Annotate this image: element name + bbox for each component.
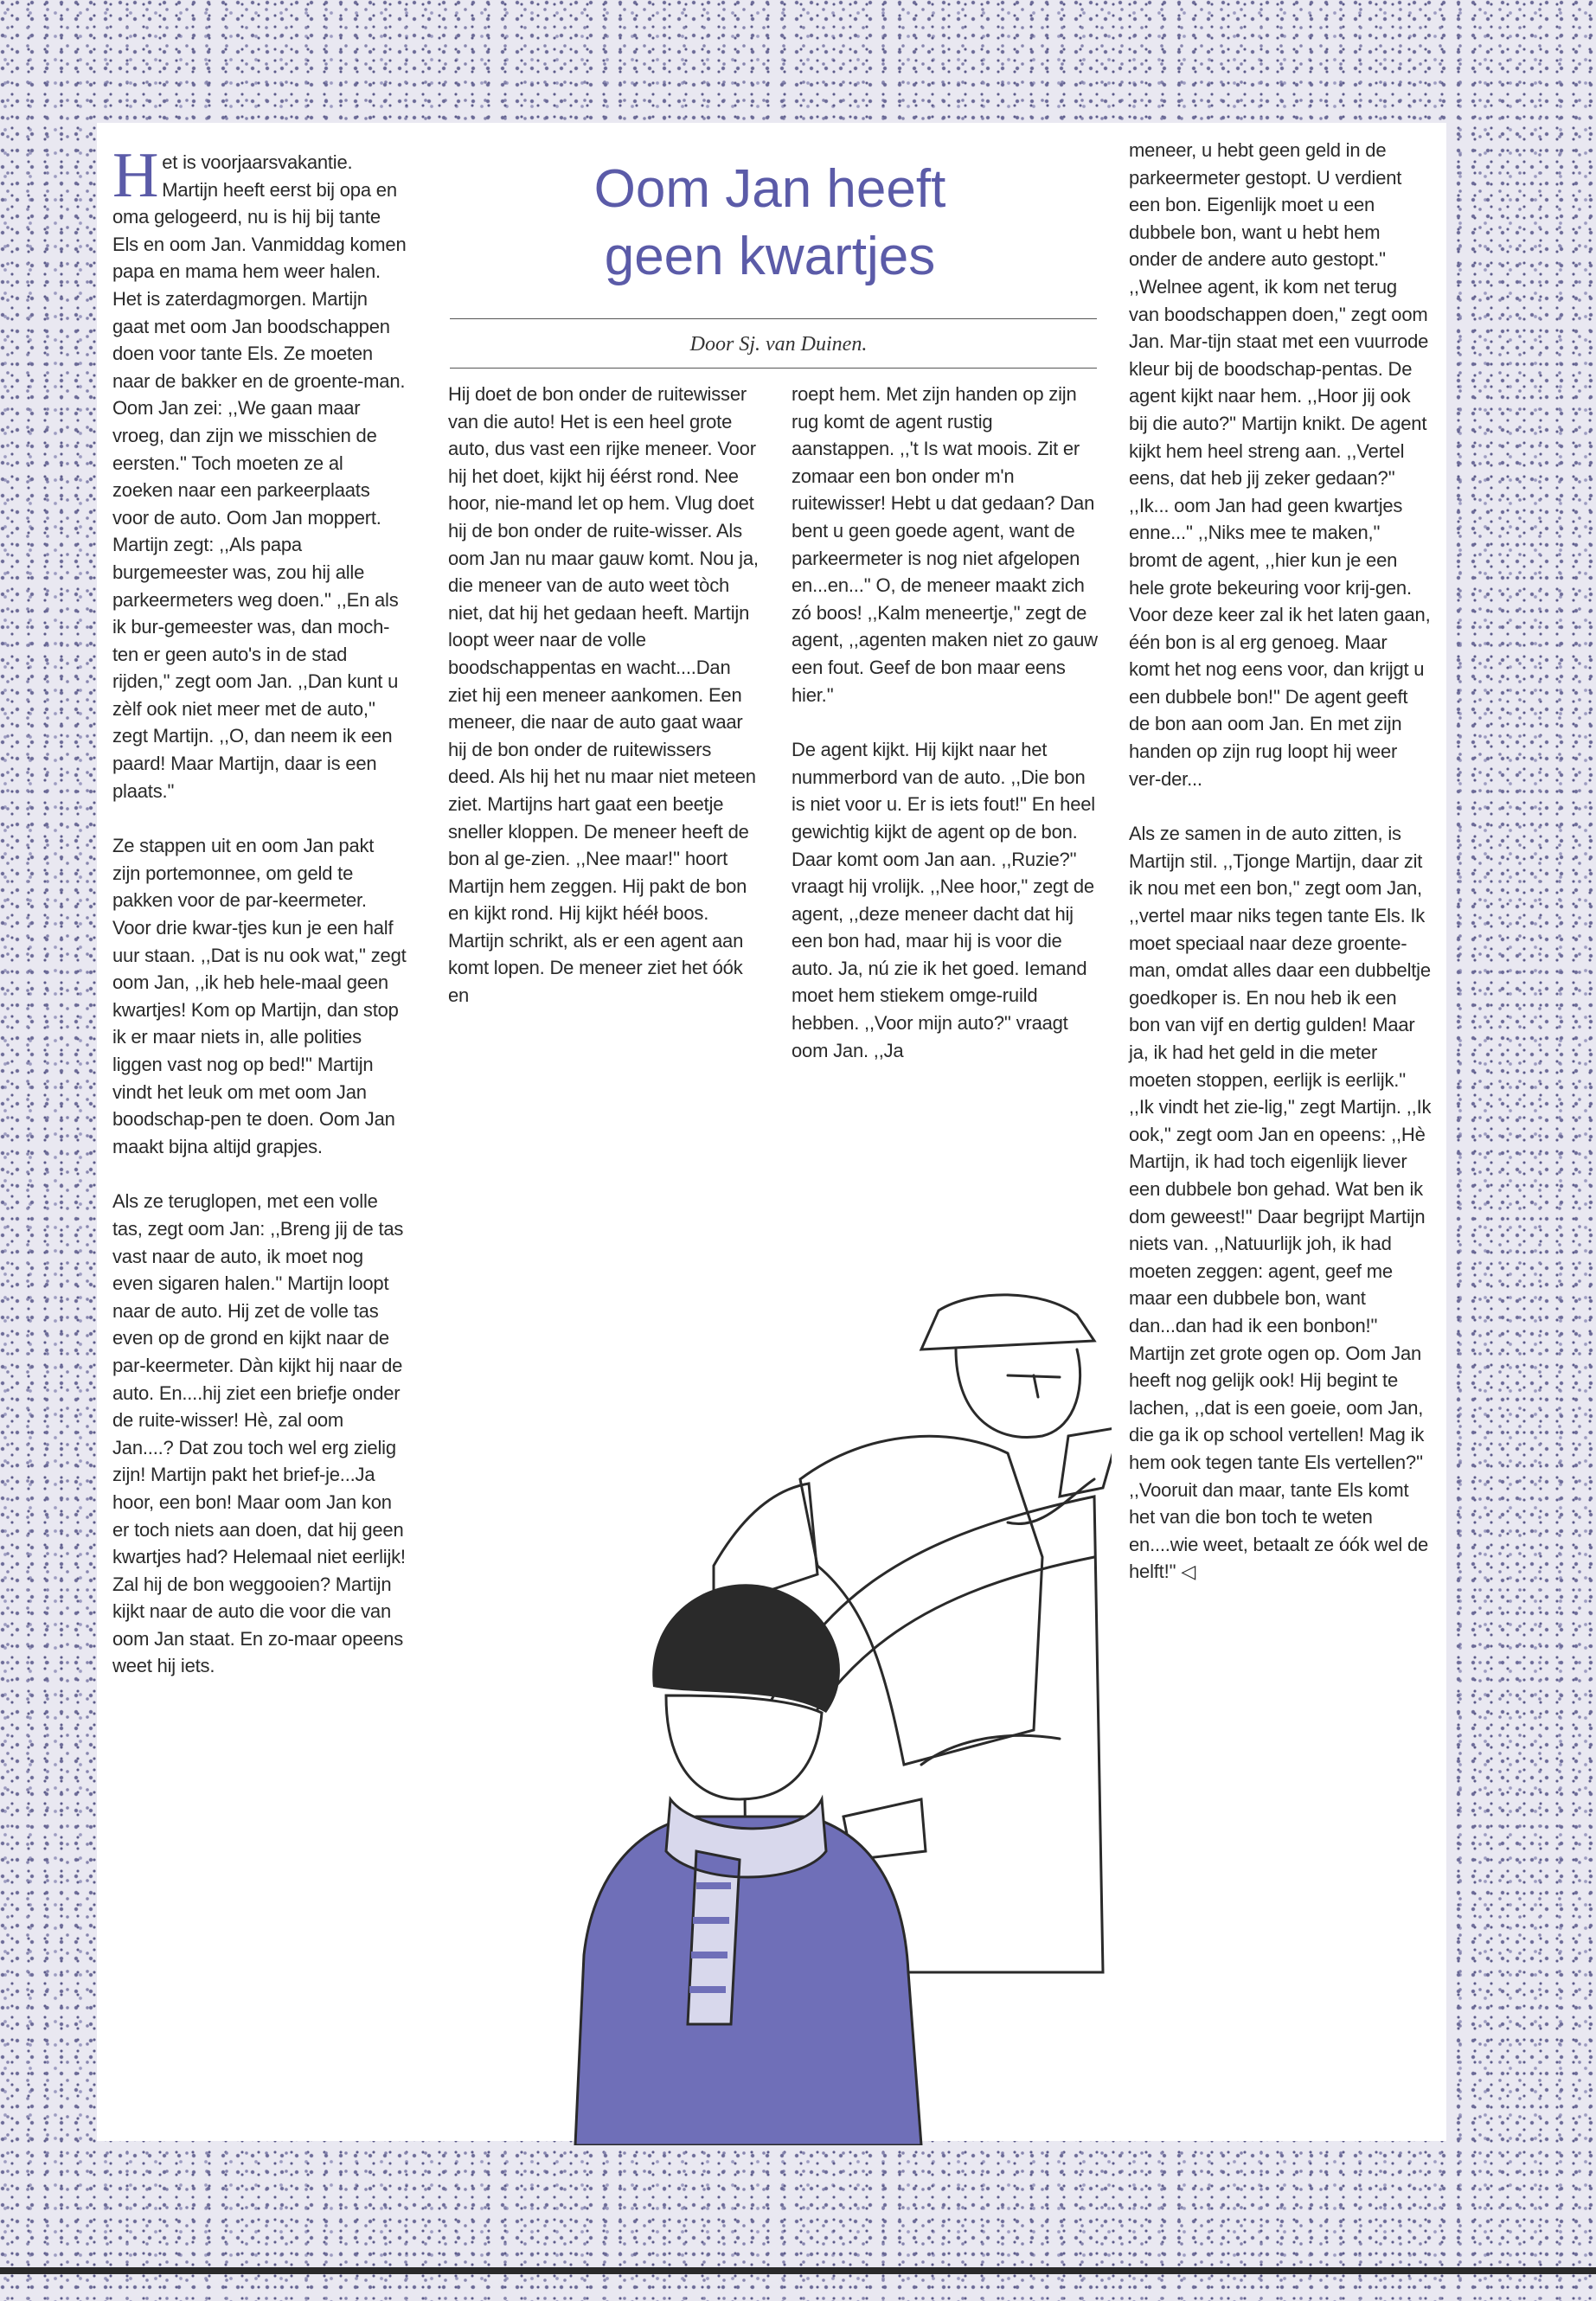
paragraph: Als ze teruglopen, met een volle tas, zegt oom Jan: ,,Breng jij de tas vast naar de auto, ik moet nog even sigaren halen.'' Martijn loopt naar de auto. Hij zet de volle tas even op de grond en kijkt naar de par-keermeter. Dàn kijkt hij naar de auto. En....hij ziet een briefje onder de ruite-wisser! Hè, zal oom Jan....? Dat zou toch wel erg zielig zijn! Martijn pakt het brief-je...Ja hoor, een bon! Maar oom Jan kon er toch niets aan doen, dat hij geen kwartjes had? Helemaal niet eerlijk! Zal hij de bon weggooien? Martijn kijkt naar de auto die voor die van oom Jan staat. En zo-maar opeens weet hij iets.: [112, 1190, 406, 1677]
drop-cap: H: [112, 140, 159, 211]
title-rule-top: [450, 318, 1097, 319]
paragraph: Ze stappen uit en oom Jan pakt zijn portemonnee, om geld te pakken voor de par-keermeter. Voor drie kwar-tjes kun je een half uur staan. ,,Dat is nu ook wat,'' zegt oom Jan, ,,ik heb hele-maal geen kwartjes! Kom op Martijn, dan stop ik er maar niets in, alle polities liggen vast nog op bed!'' Martijn vindt het leuk om met oom Jan boodschap-pen te doen. Oom Jan maakt bijna altijd grapjes.: [112, 835, 407, 1157]
paragraph: meneer, u hebt geen geld in de parkeermeter gestopt. U verdient een bon. Eigenlijk moet u een dubbele bon, want u hebt hem onder de andere auto gestopt.'' ,,Welnee agent, ik kom net terug van boodschappen doen,'' zegt oom Jan. Mar-tijn staat met een vuurrode kleur bij de boodschap-pentas. De agent kijkt naar hem. ,,Hoor jij ook bij die auto?'' Martijn knikt. De agent kijkt hem heel streng aan. ,,Vertel eens, dat heb jij zeker gedaan?'' ,,Ik... oom Jan had geen kwartjes enne...'' ,,Niks mee te maken,'' bromt de agent, ,,hier kun je een hele grote bekeuring voor krij-gen. Voor deze keer zal ik het laten gaan, één bon is al erg genoeg. Maar komt het nog eens voor, dan krijgt u een dubbele bon!'' De agent geeft de bon aan oom Jan. En met zijn handen op zijn rug loopt hij weer ver-der...: [1129, 139, 1431, 790]
man-coat: [800, 1436, 1042, 1765]
paragraph: De agent kijkt. Hij kijkt naar het nummerbord van de auto. ,,Die bon is niet voor u. Er is iets fout!'' En heel gewichtig kijkt de agent op de bon. Daar komt oom Jan aan. ,,Ruzie?'' vraagt hij vrolijk. ,,Nee hoor,'' zegt de agent, ,,deze meneer dacht dat hij een bon had, maar hij is voor die auto. Ja, nú zie ik het goed. Iemand moet hem stiekem omge-ruild hebben. ,,Voor mijn auto?'' vraagt oom Jan. ,,Ja: [792, 739, 1095, 1061]
boy-face: [666, 1695, 822, 1799]
column-3: [792, 381, 1099, 1092]
byline: Door Sj. van Duinen.: [689, 333, 868, 356]
paragraph: Het is voorjaarsvakantie. Martijn heeft eerst bij opa en oma gelogeerd, nu is hij bij tante Els en oom Jan. Vanmiddag komen papa en mama hem weer halen. Het is zaterdagmorgen. Martijn gaat met oom Jan boodschappen doen voor tante Els. Ze moeten naar de bakker en de groente-man. Oom Jan zei: ,,We gaan maar vroeg, dan zijn we misschien de eersten.'' Toch moeten ze al zoeken naar een parkeerplaats voor de auto. Oom Jan moppert. Martijn zegt: ,,Als papa burgemeester was, zou hij alle parkeermeters weg doen.'' ,,En als ik bur-gemeester was, dan moch-ten er geen auto's in de stad rijden,'' zegt oom Jan. ,,Dan kunt u zèlf ook niet meer met de auto,'' zegt Martijn. ,,O, dan neem ik een paard! Maar Martijn, daar is een plaats.'': [112, 140, 407, 802]
title-rule-bottom: [450, 368, 1097, 369]
boy-hair: [652, 1584, 840, 1713]
paragraph: Hij doet de bon onder de ruitewisser van die auto! Het is een heel grote auto, dus vast een rijke meneer. Voor hij het doet, kijkt hij éérst rond. Nee hoor, nie-mand let op hem. Vlug doet hij de bon onder de ruite-wisser. Als oom Jan nu maar gauw komt. Nou ja, die meneer van de auto weet tòch niet, dat hij het gedaan heeft. Martijn loopt weer naar de volle boodschappentas en wacht....Dan ziet hij een meneer aankomen. Een meneer, die naar de auto gaat waar hij de bon onder de ruitewissers deed. Als hij het nu maar niet meteen ziet. Martijns hart gaat een beetje sneller kloppen. De meneer heeft de bon al ge-zien. ,,Nee maar!'' hoort Martijn hem zeggen. Hij pakt de bon en kijkt rond. Hij kijkt hééł boos. Martijn schrikt, als er een agent aan komt lopen. De meneer ziet het óók en: [448, 383, 759, 1007]
column-2: [448, 381, 760, 1037]
bottom-rule: [0, 2267, 1596, 2274]
column-4: [1129, 137, 1432, 1613]
illustration: [437, 1280, 1112, 2145]
man-arm: [1008, 1479, 1094, 1524]
column-1: [112, 140, 407, 1708]
paragraph: roept hem. Met zijn handen op zijn rug komt de agent rustig aanstappen. ,,'t Is wat moois. Zit er zomaar een bon onder m'n ruitewisser! Hebt u dat gedaan? Dan bent u geen goede agent, want de parkeermeter is nog niet afgelopen en...en...'' O, de meneer maakt zich zó boos! ,,Kalm meneertje,'' zegt de agent, ,,agenten maken niet zo gauw een fout. Geef de bon maar eens hier.'': [792, 383, 1098, 706]
paragraph: Als ze samen in de auto zitten, is Martijn stil. ,,Tjonge Martijn, daar zit ik nou met een bon,'' zegt oom Jan, ,,vertel maar niks tegen tante Els. Ik moet speciaal naar deze groente-man, omdat alles daar een dubbeltje goedkoper is. En nou heb ik een bon van vijf en dertig gulden! Maar ja, ik had het geld in die meter moeten stoppen, eerlijk is eerlijk.'' ,,Ik vindt het zie-lig,'' zegt Martijn. ,,Ik ook,'' zegt oom Jan en opeens: ,,Hè Martijn, ik had toch eigenlijk liever een dubbele bon gehad. Wat ben ik dom geweest!'' Daar begrijpt Martijn niets van. ,,Natuurlijk joh, ik had moeten zeggen: agent, geef me maar een dubbele bon, want dan...dan had ik een bonbon!'' Martijn zet grote ogen op. Oom Jan heeft nog gelijk ook! Hij begint te lachen, ,,dat is een goeie, oom Jan, die ga ik op school vertellen! Mag ik hem ook tegen tante Els vertellen?'' ,,Vooruit dan maar, tante Els komt het van die bon toch te weten en....wie weet, betaalt ze óók wel de helft!'' ◁: [1129, 823, 1432, 1583]
man-hat: [921, 1295, 1094, 1349]
article-title: Oom Jan heeft geen kwartjes: [593, 159, 946, 286]
man-head: [956, 1349, 1080, 1438]
